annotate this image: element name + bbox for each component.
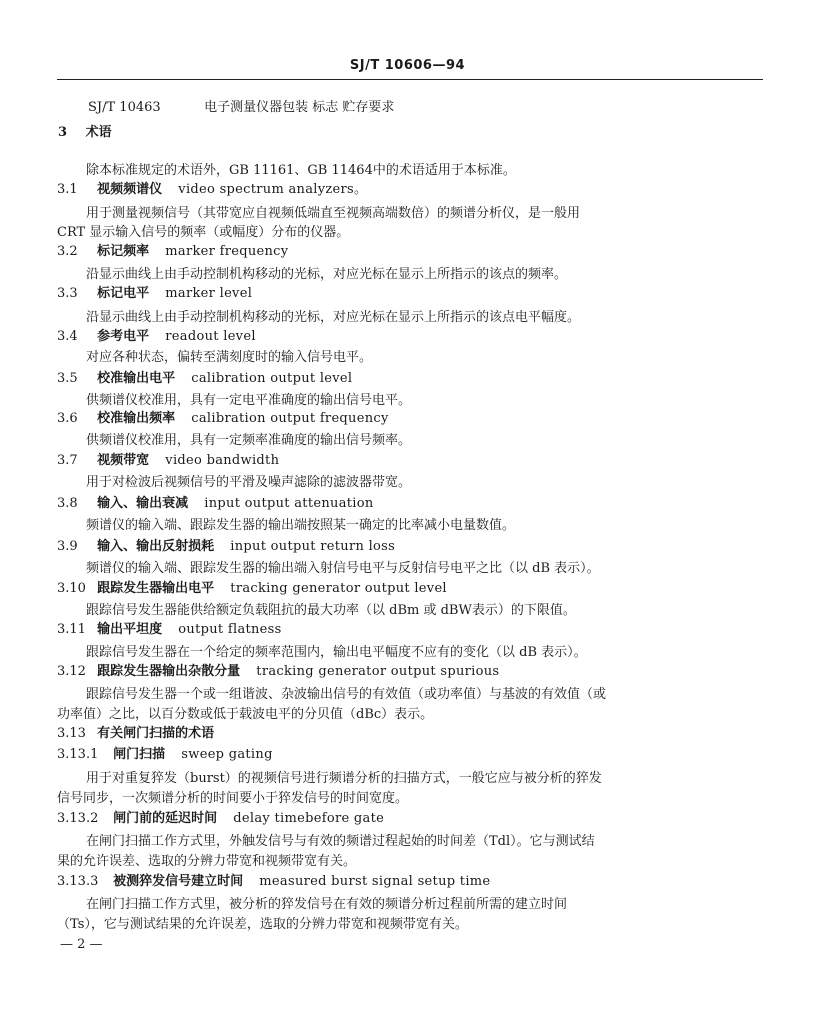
term-number: 3.13.1 — [57, 747, 99, 762]
term-heading — [57, 538, 395, 556]
term-zh: 跟踪发生器输出电平 — [97, 581, 215, 596]
term-en: measured burst signal setup time — [259, 874, 491, 889]
term-en: sweep gating — [181, 747, 273, 762]
term-zh: 参考电平 — [97, 329, 150, 344]
reference-code: SJ/T 10463 — [88, 100, 161, 115]
term-en: video bandwidth — [165, 453, 280, 468]
term-number: 3.12 — [57, 664, 86, 679]
term-en: output flatness — [178, 622, 282, 637]
term-number: 3.6 — [57, 411, 78, 426]
term-desc: 供频谱仪校准用，具有一定电平准确度的输出信号电平。 — [86, 393, 412, 408]
term-desc: 在闸门扫描工作方式里，外触发信号与有效的频谱过程起始的时间差（Tdl）。它与测试结 — [86, 834, 595, 849]
term-desc-cont: 果的允许误差、选取的分辨力带宽和视频带宽有关。 — [57, 854, 357, 869]
term-number: 3.9 — [57, 539, 78, 554]
term-zh: 闸门扫描 — [113, 747, 166, 762]
term-en: marker level — [165, 286, 253, 301]
term-zh: 跟踪发生器输出杂散分量 — [97, 664, 241, 679]
term-zh: 闸门前的延迟时间 — [113, 811, 218, 826]
term-en: tracking generator output spurious — [256, 664, 500, 679]
term-en: video spectrum analyzers。 — [178, 182, 368, 197]
term-zh: 输入、输出反射损耗 — [97, 539, 215, 554]
term-desc: 跟踪信号发生器一个或一组谐波、杂波输出信号的有效值（或功率值）与基波的有效值（或 — [86, 687, 607, 702]
term-desc: 用于对重复猝发（burst）的视频信号进行频谱分析的扫描方式，一般它应与被分析的猝发 — [86, 771, 602, 786]
term-zh: 标记电平 — [97, 286, 150, 301]
term-en: calibration output frequency — [191, 411, 389, 426]
term-desc: 频谱仪的输入端、跟踪发生器的输出端按照某一确定的比率减小电量数值。 — [86, 518, 516, 533]
term-heading — [57, 328, 256, 346]
section-number: 3 — [58, 125, 68, 140]
term-number: 3.11 — [57, 622, 86, 637]
page-number: — 2 — — [60, 937, 103, 952]
term-zh: 输入、输出衰减 — [97, 496, 189, 511]
term-desc: 沿显示曲线上由手动控制机构移动的光标，对应光标在显示上所指示的该点的频率。 — [86, 267, 568, 282]
term-heading — [57, 663, 499, 681]
term-desc-cont: 功率值）之比，以百分数或低于载波电平的分贝值（dBc）表示。 — [57, 707, 434, 722]
term-en: input output return loss — [230, 539, 396, 554]
term-heading — [57, 746, 273, 764]
term-heading — [57, 181, 367, 199]
term-zh: 标记频率 — [97, 244, 150, 259]
term-number: 3.2 — [57, 244, 78, 259]
term-number: 3.4 — [57, 329, 78, 344]
term-desc: 用于测量视频信号（其带宽应自视频低端直至视频高端数倍）的频谱分析仪，是一般用 — [86, 206, 581, 221]
term-heading — [57, 810, 384, 828]
term-number: 3.1 — [57, 182, 78, 197]
reference-title: 电子测量仪器包装 标志 贮存要求 — [204, 100, 395, 115]
term-heading — [57, 243, 288, 261]
term-en: calibration output level — [191, 371, 353, 386]
term-heading — [57, 725, 226, 743]
term-desc: 跟踪信号发生器在一个给定的频率范围内，输出电平幅度不应有的变化（以 dB 表示）。 — [86, 645, 587, 660]
term-heading — [57, 580, 447, 598]
term-desc: 沿显示曲线上由手动控制机构移动的光标，对应光标在显示上所指示的该点电平幅度。 — [86, 310, 581, 325]
intro-text: 除本标准规定的术语外，GB 11161、GB 11464中的术语适用于本标准。 — [86, 163, 516, 178]
term-number: 3.5 — [57, 371, 78, 386]
term-heading — [57, 495, 374, 513]
term-desc: 用于对检波后视频信号的平滑及噪声滤除的滤波器带宽。 — [86, 475, 412, 490]
term-desc-cont: 信号同步，一次频谱分析的时间要小于猝发信号的时间宽度。 — [57, 791, 409, 806]
term-en: delay timebefore gate — [233, 811, 385, 826]
term-zh: 校准输出频率 — [97, 411, 176, 426]
term-desc: 频谱仪的输入端、跟踪发生器的输出端入射信号电平与反射信号电平之比（以 dB 表示）。 — [86, 561, 600, 576]
term-heading — [57, 410, 389, 428]
term-desc: 对应各种状态，偏转至满刻度时的输入信号电平。 — [86, 350, 373, 365]
term-number: 3.8 — [57, 496, 78, 511]
term-en: input output attenuation — [204, 496, 374, 511]
term-number: 3.7 — [57, 453, 78, 468]
term-heading — [57, 370, 352, 388]
term-en: readout level — [165, 329, 256, 344]
term-number: 3.13 — [57, 726, 86, 741]
term-zh: 输出平坦度 — [97, 622, 163, 637]
term-heading — [57, 873, 490, 891]
term-zh: 校准输出电平 — [97, 371, 176, 386]
term-number: 3.10 — [57, 581, 86, 596]
term-en: marker frequency — [165, 244, 289, 259]
section-heading — [58, 124, 112, 142]
reference-line — [88, 96, 394, 115]
header-rule — [57, 79, 763, 80]
standard-number-header: SJ/T 10606—94 — [349, 58, 466, 73]
term-zh: 被测猝发信号建立时间 — [113, 874, 244, 889]
term-heading — [57, 621, 282, 639]
term-zh: 视频频谱仪 — [97, 182, 163, 197]
term-zh: 视频带宽 — [97, 453, 150, 468]
term-desc: 在闸门扫描工作方式里，被分析的猝发信号在有效的频谱分析过程前所需的建立时间 — [86, 897, 568, 912]
term-en: tracking generator output level — [230, 581, 447, 596]
term-heading — [57, 452, 279, 470]
term-number: 3.3 — [57, 286, 78, 301]
term-desc: 跟踪信号发生器能供给额定负载阻抗的最大功率（以 dBm 或 dBW表示）的下限值。 — [86, 603, 576, 618]
section-title: 术语 — [85, 125, 112, 140]
term-desc: 供频谱仪校准用，具有一定频率准确度的输出信号频率。 — [86, 433, 412, 448]
term-heading — [57, 285, 252, 303]
term-number: 3.13.2 — [57, 811, 99, 826]
term-zh: 有关闸门扫描的术语 — [97, 726, 215, 741]
term-desc-cont: CRT 显示输入信号的频率（或幅度）分布的仪器。 — [57, 225, 350, 240]
term-desc-cont: （Ts），它与测试结果的允许误差，选取的分辨力带宽和视频带宽有关。 — [57, 917, 468, 932]
term-number: 3.13.3 — [57, 874, 99, 889]
